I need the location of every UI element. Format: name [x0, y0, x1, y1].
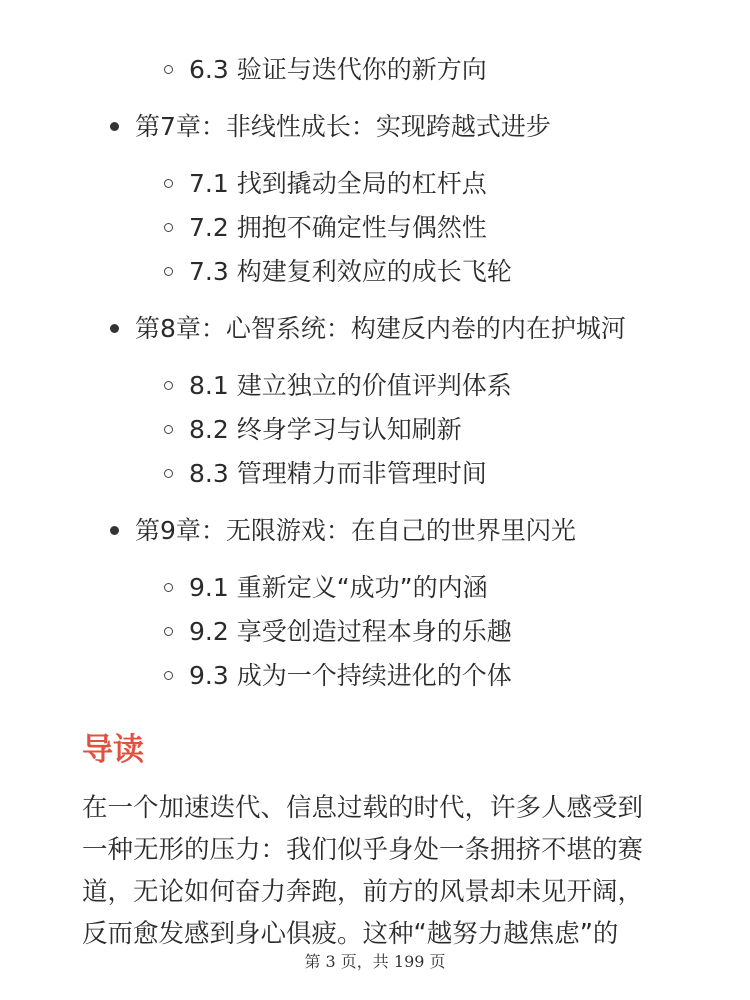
circle-bullet-icon: [164, 179, 173, 188]
toc-item-7-1: [189, 166, 487, 202]
toc-item-7-3: [189, 254, 512, 290]
page-number-footer: 第 3 页，共 199 页: [304, 952, 446, 971]
toc-item-8-1: [189, 368, 512, 404]
toc-item-8-3: [189, 456, 487, 492]
toc-item-label: 8.1 建立独立的价值评判体系: [189, 371, 512, 400]
toc-item-label: 9.2 享受创造过程本身的乐趣: [189, 617, 512, 646]
section-heading: 导读: [82, 732, 144, 768]
circle-bullet-icon: [164, 65, 173, 74]
toc-item-9-1: [189, 570, 488, 606]
toc-item-label: 8.3 管理精力而非管理时间: [189, 459, 487, 488]
circle-bullet-icon: [164, 469, 173, 478]
disc-bullet-icon: [110, 324, 119, 333]
circle-bullet-icon: [164, 671, 173, 680]
toc-item-6-3: [189, 52, 487, 88]
disc-bullet-icon: [110, 526, 119, 535]
circle-bullet-icon: [164, 223, 173, 232]
toc-item-label: 7.2 拥抱不确定性与偶然性: [189, 213, 487, 242]
toc-item-label: 第7章：非线性成长：实现跨越式进步: [135, 112, 551, 141]
toc-item-label: 7.1 找到撬动全局的杠杆点: [189, 169, 487, 198]
toc-item-chapter-7: [135, 109, 551, 145]
paragraph-line: 在一个加速迭代、信息过载的时代，许多人感受到: [82, 793, 644, 823]
toc-item-label: 第8章：心智系统：构建反内卷的内在护城河: [135, 314, 626, 343]
toc-item-8-2: [189, 412, 462, 448]
toc-item-label: 9.3 成为一个持续进化的个体: [189, 661, 512, 690]
paragraph-line: 反而愈发感到身心俱疲。这种“越努力越焦虑”的: [82, 919, 619, 949]
intro-paragraph: [82, 787, 682, 955]
circle-bullet-icon: [164, 381, 173, 390]
toc-item-label: 第9章：无限游戏：在自己的世界里闪光: [135, 516, 576, 545]
circle-bullet-icon: [164, 583, 173, 592]
toc-item-7-2: [189, 210, 487, 246]
toc-item-9-2: [189, 614, 512, 650]
toc-item-9-3: [189, 658, 512, 694]
toc-item-chapter-9: [135, 513, 576, 549]
toc-item-label: 7.3 构建复利效应的成长飞轮: [189, 257, 512, 286]
circle-bullet-icon: [164, 425, 173, 434]
circle-bullet-icon: [164, 267, 173, 276]
toc-item-label: 8.2 终身学习与认知刷新: [189, 415, 462, 444]
disc-bullet-icon: [110, 122, 119, 131]
circle-bullet-icon: [164, 627, 173, 636]
paragraph-line: 一种无形的压力：我们似乎身处一条拥挤不堪的赛: [82, 835, 644, 865]
toc-item-label: 6.3 验证与迭代你的新方向: [189, 55, 487, 84]
paragraph-line: 道，无论如何奋力奔跑，前方的风景却未见开阔，: [82, 877, 644, 907]
toc-item-label: 9.1 重新定义“成功”的内涵: [189, 573, 488, 602]
toc-item-chapter-8: [135, 311, 626, 347]
